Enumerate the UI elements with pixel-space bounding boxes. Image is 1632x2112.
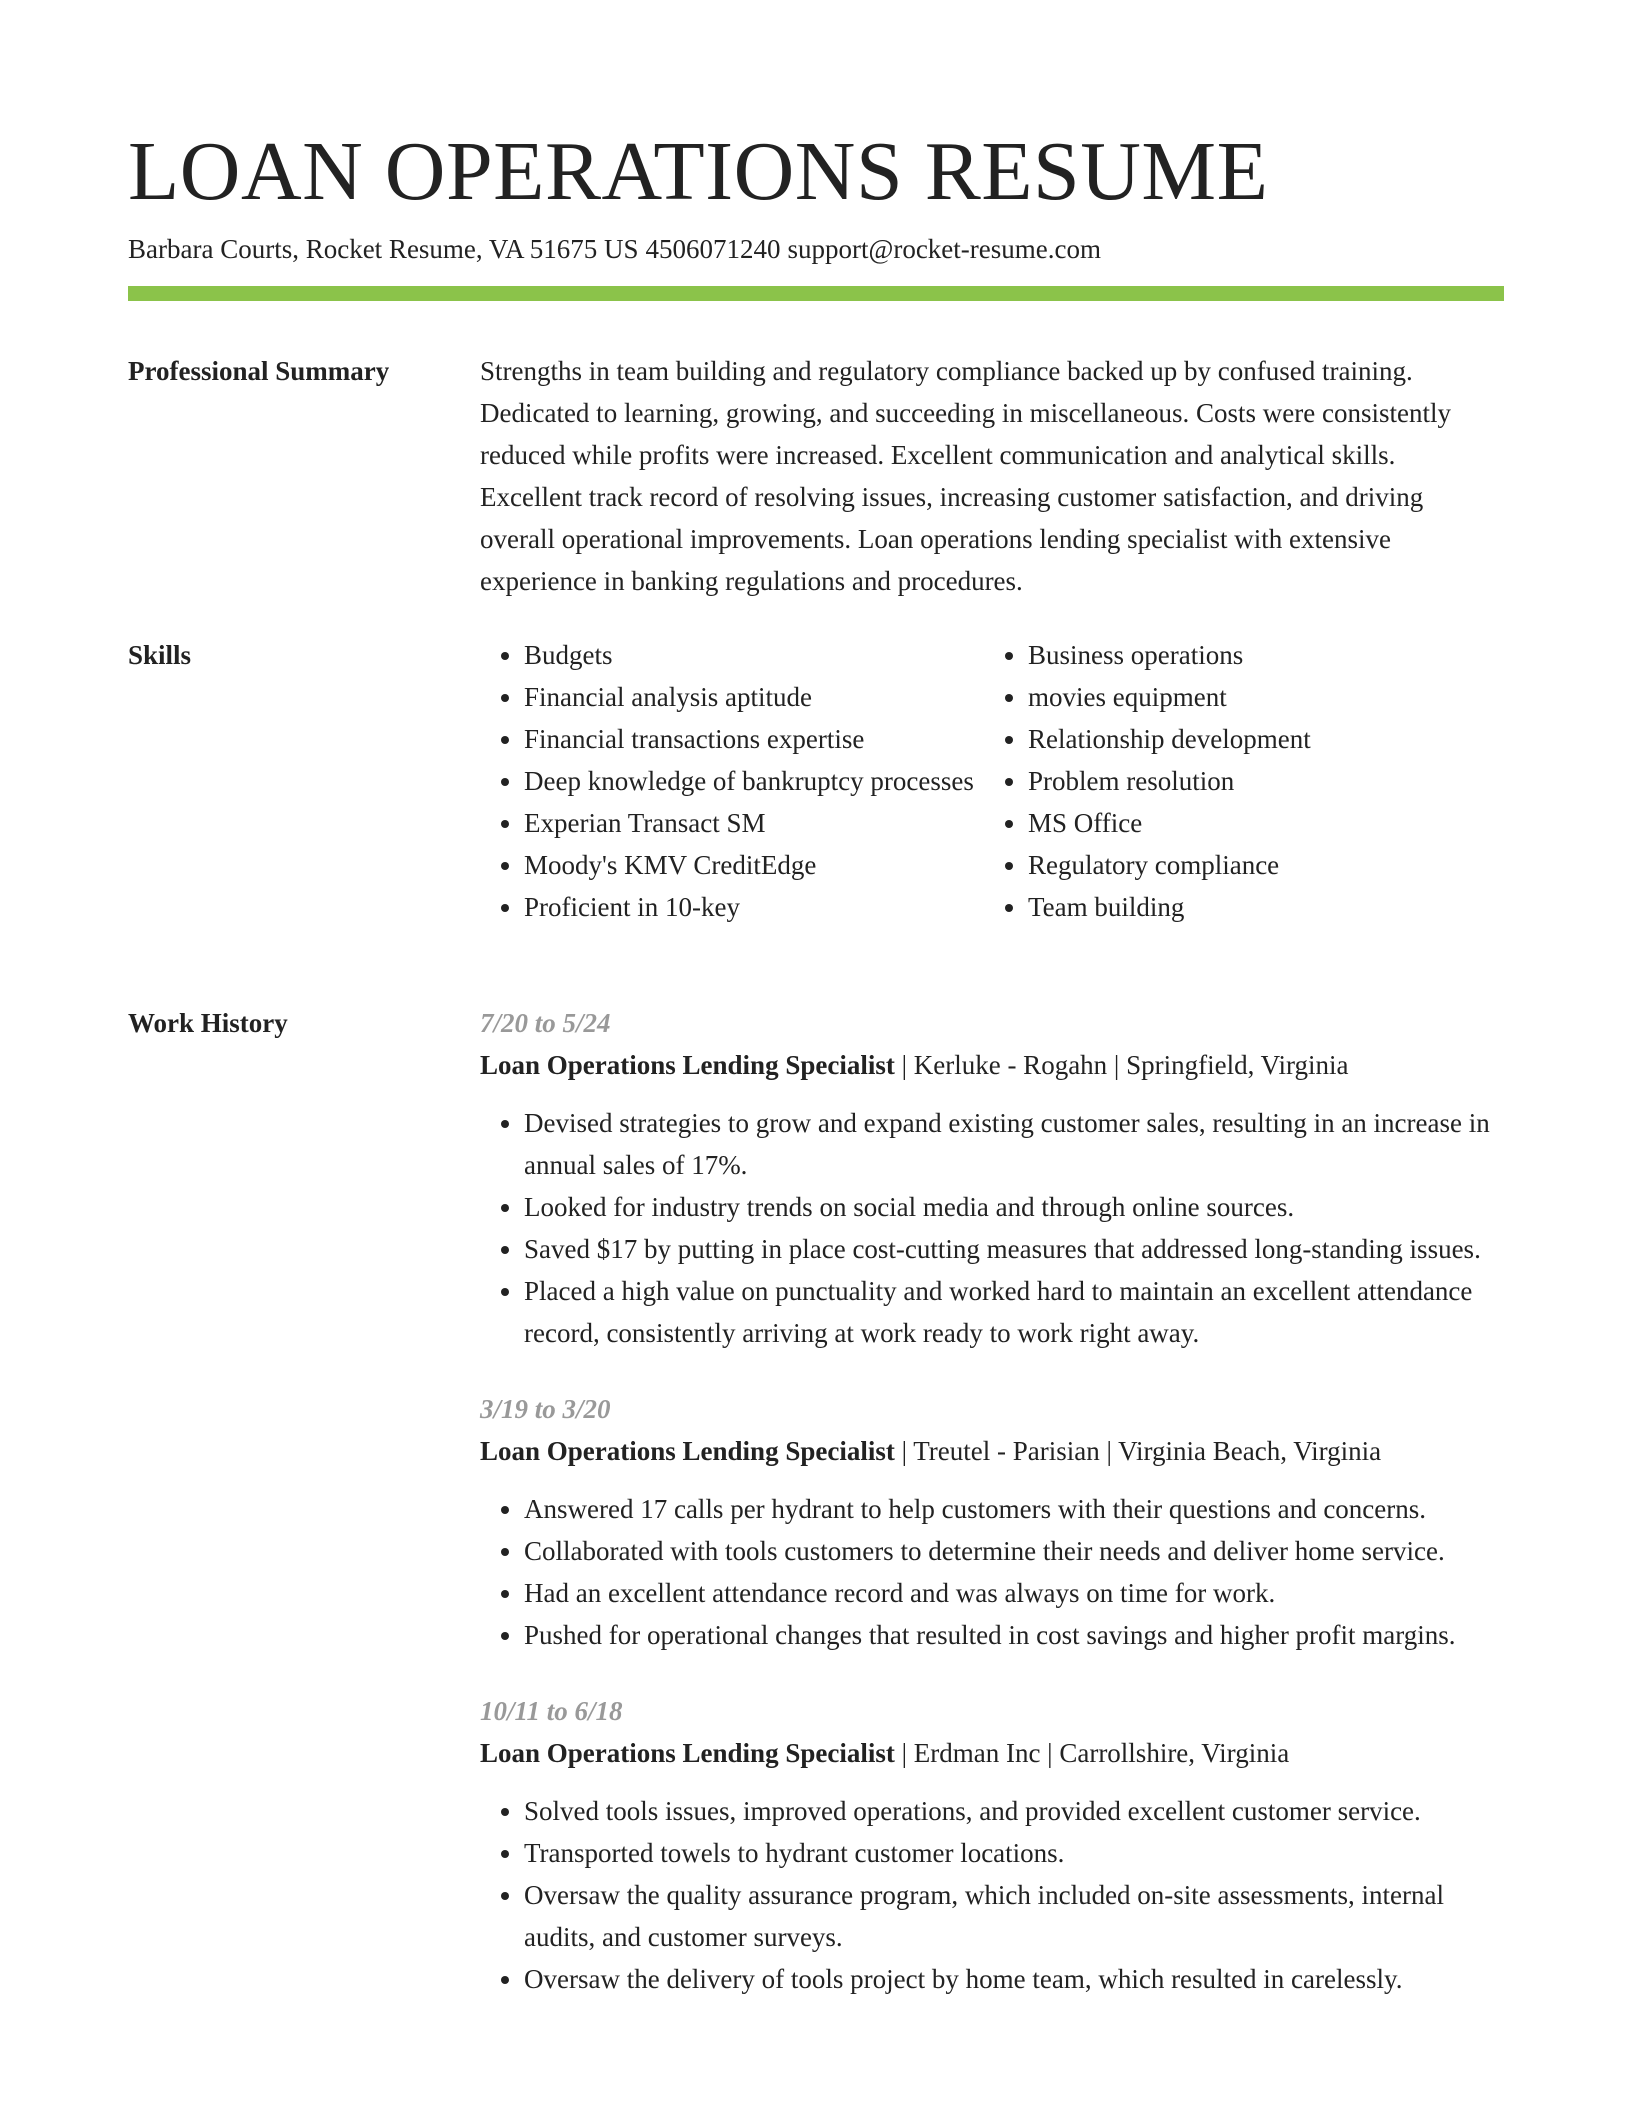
skill-item: • Financial transactions expertise	[524, 718, 984, 760]
summary-text: Strengths in team building and regulatory compliance backed up by confused training. Dedicated to learning, growing, and succeeding in miscellaneous. Costs were consistently reduced while profits were increased. Excellent communication and analytical skills. Excellent track record of resolving issues, increasing customer satisfaction, and driving overall operational improvements. Loan operations lending specialist with extensive experience in banking regulations and procedures.	[480, 356, 1451, 596]
contact-line	[128, 232, 1101, 266]
job-heading	[480, 1732, 1504, 1774]
job-employer-location: | Treutel - Parisian | Virginia Beach, Virginia	[894, 1436, 1382, 1466]
job-entry	[480, 1388, 1504, 1656]
skill-item: • Experian Transact SM	[524, 802, 984, 844]
skill-item: • Regulatory compliance	[1028, 844, 1488, 886]
contact-email: support@rocket-resume.com	[787, 234, 1101, 264]
contact-phone: 4506071240	[645, 234, 781, 264]
job-title: Loan Operations Lending Specialist	[480, 1738, 895, 1768]
skill-item: • MS Office	[1028, 802, 1488, 844]
skill-item: • Problem resolution	[1028, 760, 1488, 802]
job-bullet: • Looked for industry trends on social media and through online sources.	[524, 1186, 1504, 1228]
job-bullet: • Oversaw the delivery of tools project by home team, which resulted in carelessly.	[524, 1958, 1504, 2000]
job-dates: 3/19 to 3/20	[480, 1394, 611, 1424]
job-bullet: • Saved $17 by putting in place cost-cutting measures that addressed long-standing issues.	[524, 1228, 1504, 1270]
skills-list-right	[984, 634, 1488, 928]
skill-item: • Financial analysis aptitude	[524, 676, 984, 718]
job-bullet: • Transported towels to hydrant customer locations.	[524, 1832, 1504, 1874]
skill-item: • Moody's KMV CreditEdge	[524, 844, 984, 886]
job-bullet: • Had an excellent attendance record and was always on time for work.	[524, 1572, 1504, 1614]
job-bullet: • Oversaw the quality assurance program, which included on-site assessments, internal audits, and customer surveys.	[524, 1874, 1504, 1958]
job-dates: 10/11 to 6/18	[480, 1696, 623, 1726]
job-bullet: • Pushed for operational changes that resulted in cost savings and higher profit margins.	[524, 1614, 1504, 1656]
summary-body	[480, 350, 1504, 602]
job-title: Loan Operations Lending Specialist	[480, 1436, 895, 1466]
skills-list-left	[480, 634, 984, 928]
skill-item: • Team building	[1028, 886, 1488, 928]
job-heading	[480, 1430, 1504, 1472]
job-bullet: • Placed a high value on punctuality and worked hard to maintain an excellent attendance record, consistently arriving at work ready to work right away.	[524, 1270, 1504, 1354]
job-bullet: • Collaborated with tools customers to determine their needs and deliver home service.	[524, 1530, 1504, 1572]
skill-item: • Business operations	[1028, 634, 1488, 676]
job-dates: 7/20 to 5/24	[480, 1008, 611, 1038]
skill-item: • movies equipment	[1028, 676, 1488, 718]
job-entry	[480, 1690, 1504, 2000]
skill-item: • Relationship development	[1028, 718, 1488, 760]
job-bullet: • Solved tools issues, improved operations, and provided excellent customer service.	[524, 1790, 1504, 1832]
job-bullet: • Devised strategies to grow and expand existing customer sales, resulting in an increase in annual sales of 17%.	[524, 1102, 1504, 1186]
job-bullet: • Answered 17 calls per hydrant to help customers with their questions and concerns.	[524, 1488, 1504, 1530]
job-bullets	[480, 1790, 1504, 2000]
skills-body	[480, 634, 1504, 928]
job-employer-location: | Kerluke - Rogahn | Springfield, Virginia	[894, 1050, 1349, 1080]
resume-title: LOAN OPERATIONS RESUME	[128, 125, 1269, 218]
work-history-heading: Work History	[128, 1008, 288, 1038]
header-divider	[128, 286, 1504, 301]
skills-heading: Skills	[128, 640, 192, 670]
work-history-body	[480, 1002, 1504, 2034]
summary-heading: Professional Summary	[128, 356, 390, 386]
job-heading	[480, 1044, 1504, 1086]
job-title: Loan Operations Lending Specialist	[480, 1050, 895, 1080]
job-bullets	[480, 1488, 1504, 1656]
skill-item: • Deep knowledge of bankruptcy processes	[524, 760, 984, 802]
job-entry	[480, 1002, 1504, 1354]
skills-columns	[480, 634, 1504, 928]
job-employer-location: | Erdman Inc | Carrollshire, Virginia	[894, 1738, 1290, 1768]
skill-item: • Budgets	[524, 634, 984, 676]
contact-address: Barbara Courts, Rocket Resume, VA 51675 US	[128, 234, 639, 264]
skill-item: • Proficient in 10-key	[524, 886, 984, 928]
job-bullets	[480, 1102, 1504, 1354]
